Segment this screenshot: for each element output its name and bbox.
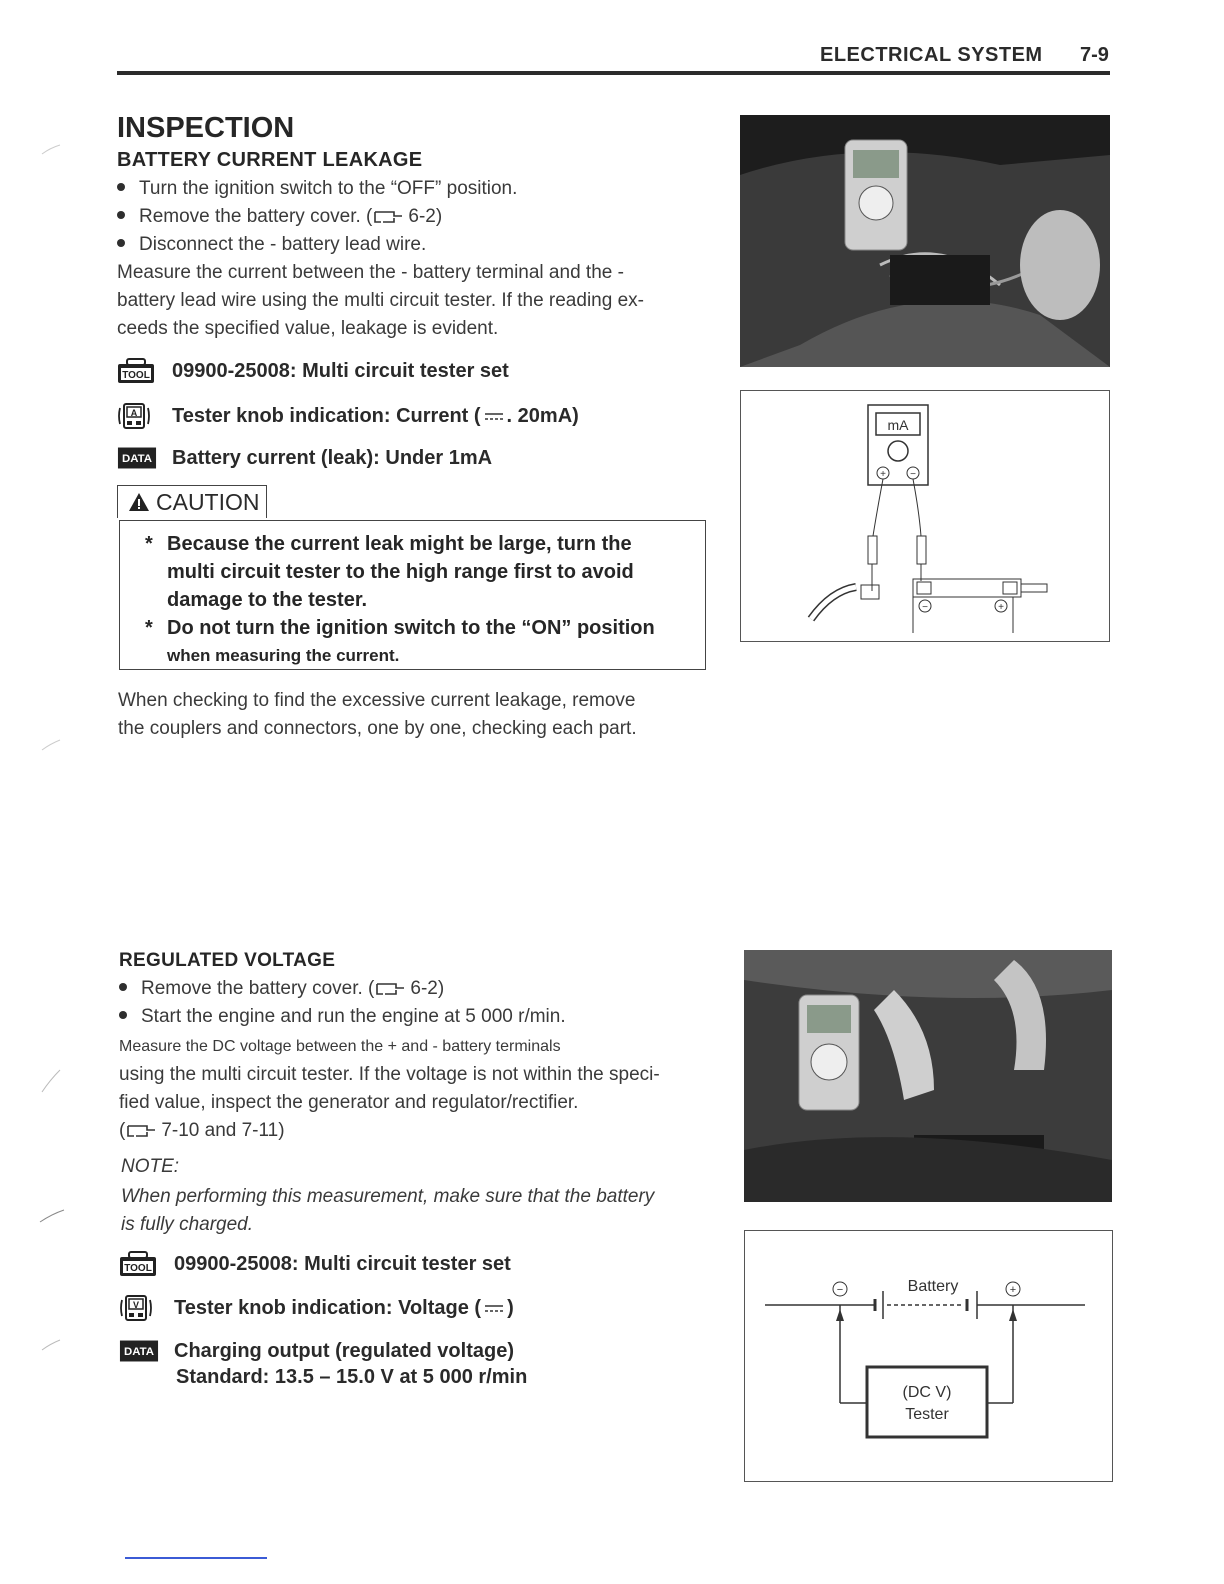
meter-unit-label: mA	[887, 417, 909, 433]
header-divider	[117, 71, 1110, 75]
caution-item-1: * Because the current leak might be large, turn the multi circuit tester to the high range first to avoid damage to the tester.	[145, 533, 634, 611]
svg-text:+: +	[998, 602, 1004, 613]
tool-icon	[119, 1251, 157, 1277]
bullet-icon	[119, 1011, 127, 1019]
svg-text:V: V	[132, 1300, 140, 1310]
caution-label: CAUTION	[117, 485, 267, 518]
leakage-wiring-diagram	[740, 390, 1110, 642]
battery-label: Battery	[907, 1278, 959, 1295]
voltage-wiring-diagram	[744, 1230, 1113, 1482]
ammeter-diagram	[741, 391, 1111, 643]
dc-symbol-icon	[483, 1301, 505, 1315]
tool-spec-2: TOOL 09900-25008: Multi circuit tester set	[119, 1251, 511, 1277]
data-icon	[117, 445, 157, 471]
photo-illustration	[744, 950, 1112, 1202]
margin-marks	[30, 140, 70, 1380]
page-number: 7-9	[1080, 44, 1109, 66]
inspection-heading: INSPECTION	[117, 112, 295, 144]
warning-icon	[128, 492, 150, 512]
svg-text:+: +	[1009, 1284, 1017, 1296]
data-icon	[119, 1338, 159, 1364]
bullet-icon	[119, 983, 127, 991]
data-spec-1: DATA Battery current (leak): Under 1mA	[117, 445, 492, 471]
reference-hand-icon	[127, 1123, 157, 1139]
dc-symbol-icon	[483, 409, 505, 423]
tester-knob-icon	[117, 402, 151, 430]
note-text: When performing this measurement, make sure that the battery is fully charged.	[121, 1186, 655, 1235]
svg-text:+: +	[880, 469, 886, 480]
svg-text:A: A	[130, 408, 138, 418]
regulated-paragraph: Measure the DC voltage between the + and - battery terminals using the multi circuit tester. If the voltage is not within the speci- fied value, inspect the generator and regulator/rectifier. ( 7-10 and 7-11)	[119, 1038, 660, 1141]
bullet-disconnect-lead: Disconnect the - battery lead wire.	[117, 234, 426, 256]
bullet-icon	[117, 183, 125, 191]
caution-item-2: * Do not turn the ignition switch to the “ON” position when measuring the current.	[145, 617, 655, 665]
bullet-icon	[117, 211, 125, 219]
tool-icon	[117, 358, 155, 384]
section-title: ELECTRICAL SYSTEM	[820, 44, 1043, 66]
svg-text:−: −	[836, 1284, 844, 1296]
voltage-test-photo	[744, 950, 1112, 1202]
tool-spec-1: TOOL 09900-25008: Multi circuit tester set	[117, 358, 509, 384]
svg-text:TOOL: TOOL	[124, 1263, 152, 1274]
bullet-icon	[117, 239, 125, 247]
svg-text:TOOL: TOOL	[122, 370, 150, 381]
reference-hand-icon	[376, 981, 406, 997]
knob-spec-1: A Tester knob indication: Current ( . 20mA)	[117, 402, 579, 430]
bullet-remove-cover: Remove the battery cover. ( 6-2)	[117, 206, 442, 228]
footer-link-underline	[125, 1557, 267, 1559]
svg-text:−: −	[922, 602, 928, 613]
tester-knob-icon	[119, 1294, 153, 1322]
note-label: NOTE:	[121, 1156, 180, 1177]
bullet-remove-cover-2: Remove the battery cover. ( 6-2)	[119, 978, 444, 1000]
regulated-voltage-heading: REGULATED VOLTAGE	[119, 950, 336, 971]
charging-standard: Standard: 13.5 – 15.0 V at 5 000 r/min	[176, 1366, 528, 1388]
svg-text:DATA: DATA	[124, 1345, 154, 1358]
photo-illustration	[740, 115, 1110, 367]
inspection-paragraph: Measure the current between the - battery terminal and the - battery lead wire using the multi circuit tester. If the reading ex- ceeds the specified value, leakage is evident.	[117, 262, 644, 339]
tester-label-1: (DC V)	[902, 1384, 952, 1401]
reference-hand-icon	[374, 209, 404, 225]
bullet-ignition-off: Turn the ignition switch to the “OFF” position.	[117, 178, 517, 200]
svg-text:−: −	[910, 469, 916, 480]
caution-box	[119, 520, 706, 670]
battery-leakage-subheading: BATTERY CURRENT LEAKAGE	[117, 149, 423, 171]
data-spec-2: DATA Charging output (regulated voltage)	[119, 1338, 514, 1364]
voltmeter-diagram	[745, 1231, 1114, 1483]
leakage-test-photo	[740, 115, 1110, 367]
svg-text:DATA: DATA	[122, 452, 152, 465]
tester-label-2: Tester	[905, 1406, 949, 1423]
closing-paragraph: When checking to find the excessive current leakage, remove the couplers and connectors, one by one, checking each part.	[118, 690, 637, 739]
knob-spec-2: V Tester knob indication: Voltage ( )	[119, 1294, 514, 1322]
bullet-start-engine: Start the engine and run the engine at 5 000 r/min.	[119, 1006, 566, 1028]
